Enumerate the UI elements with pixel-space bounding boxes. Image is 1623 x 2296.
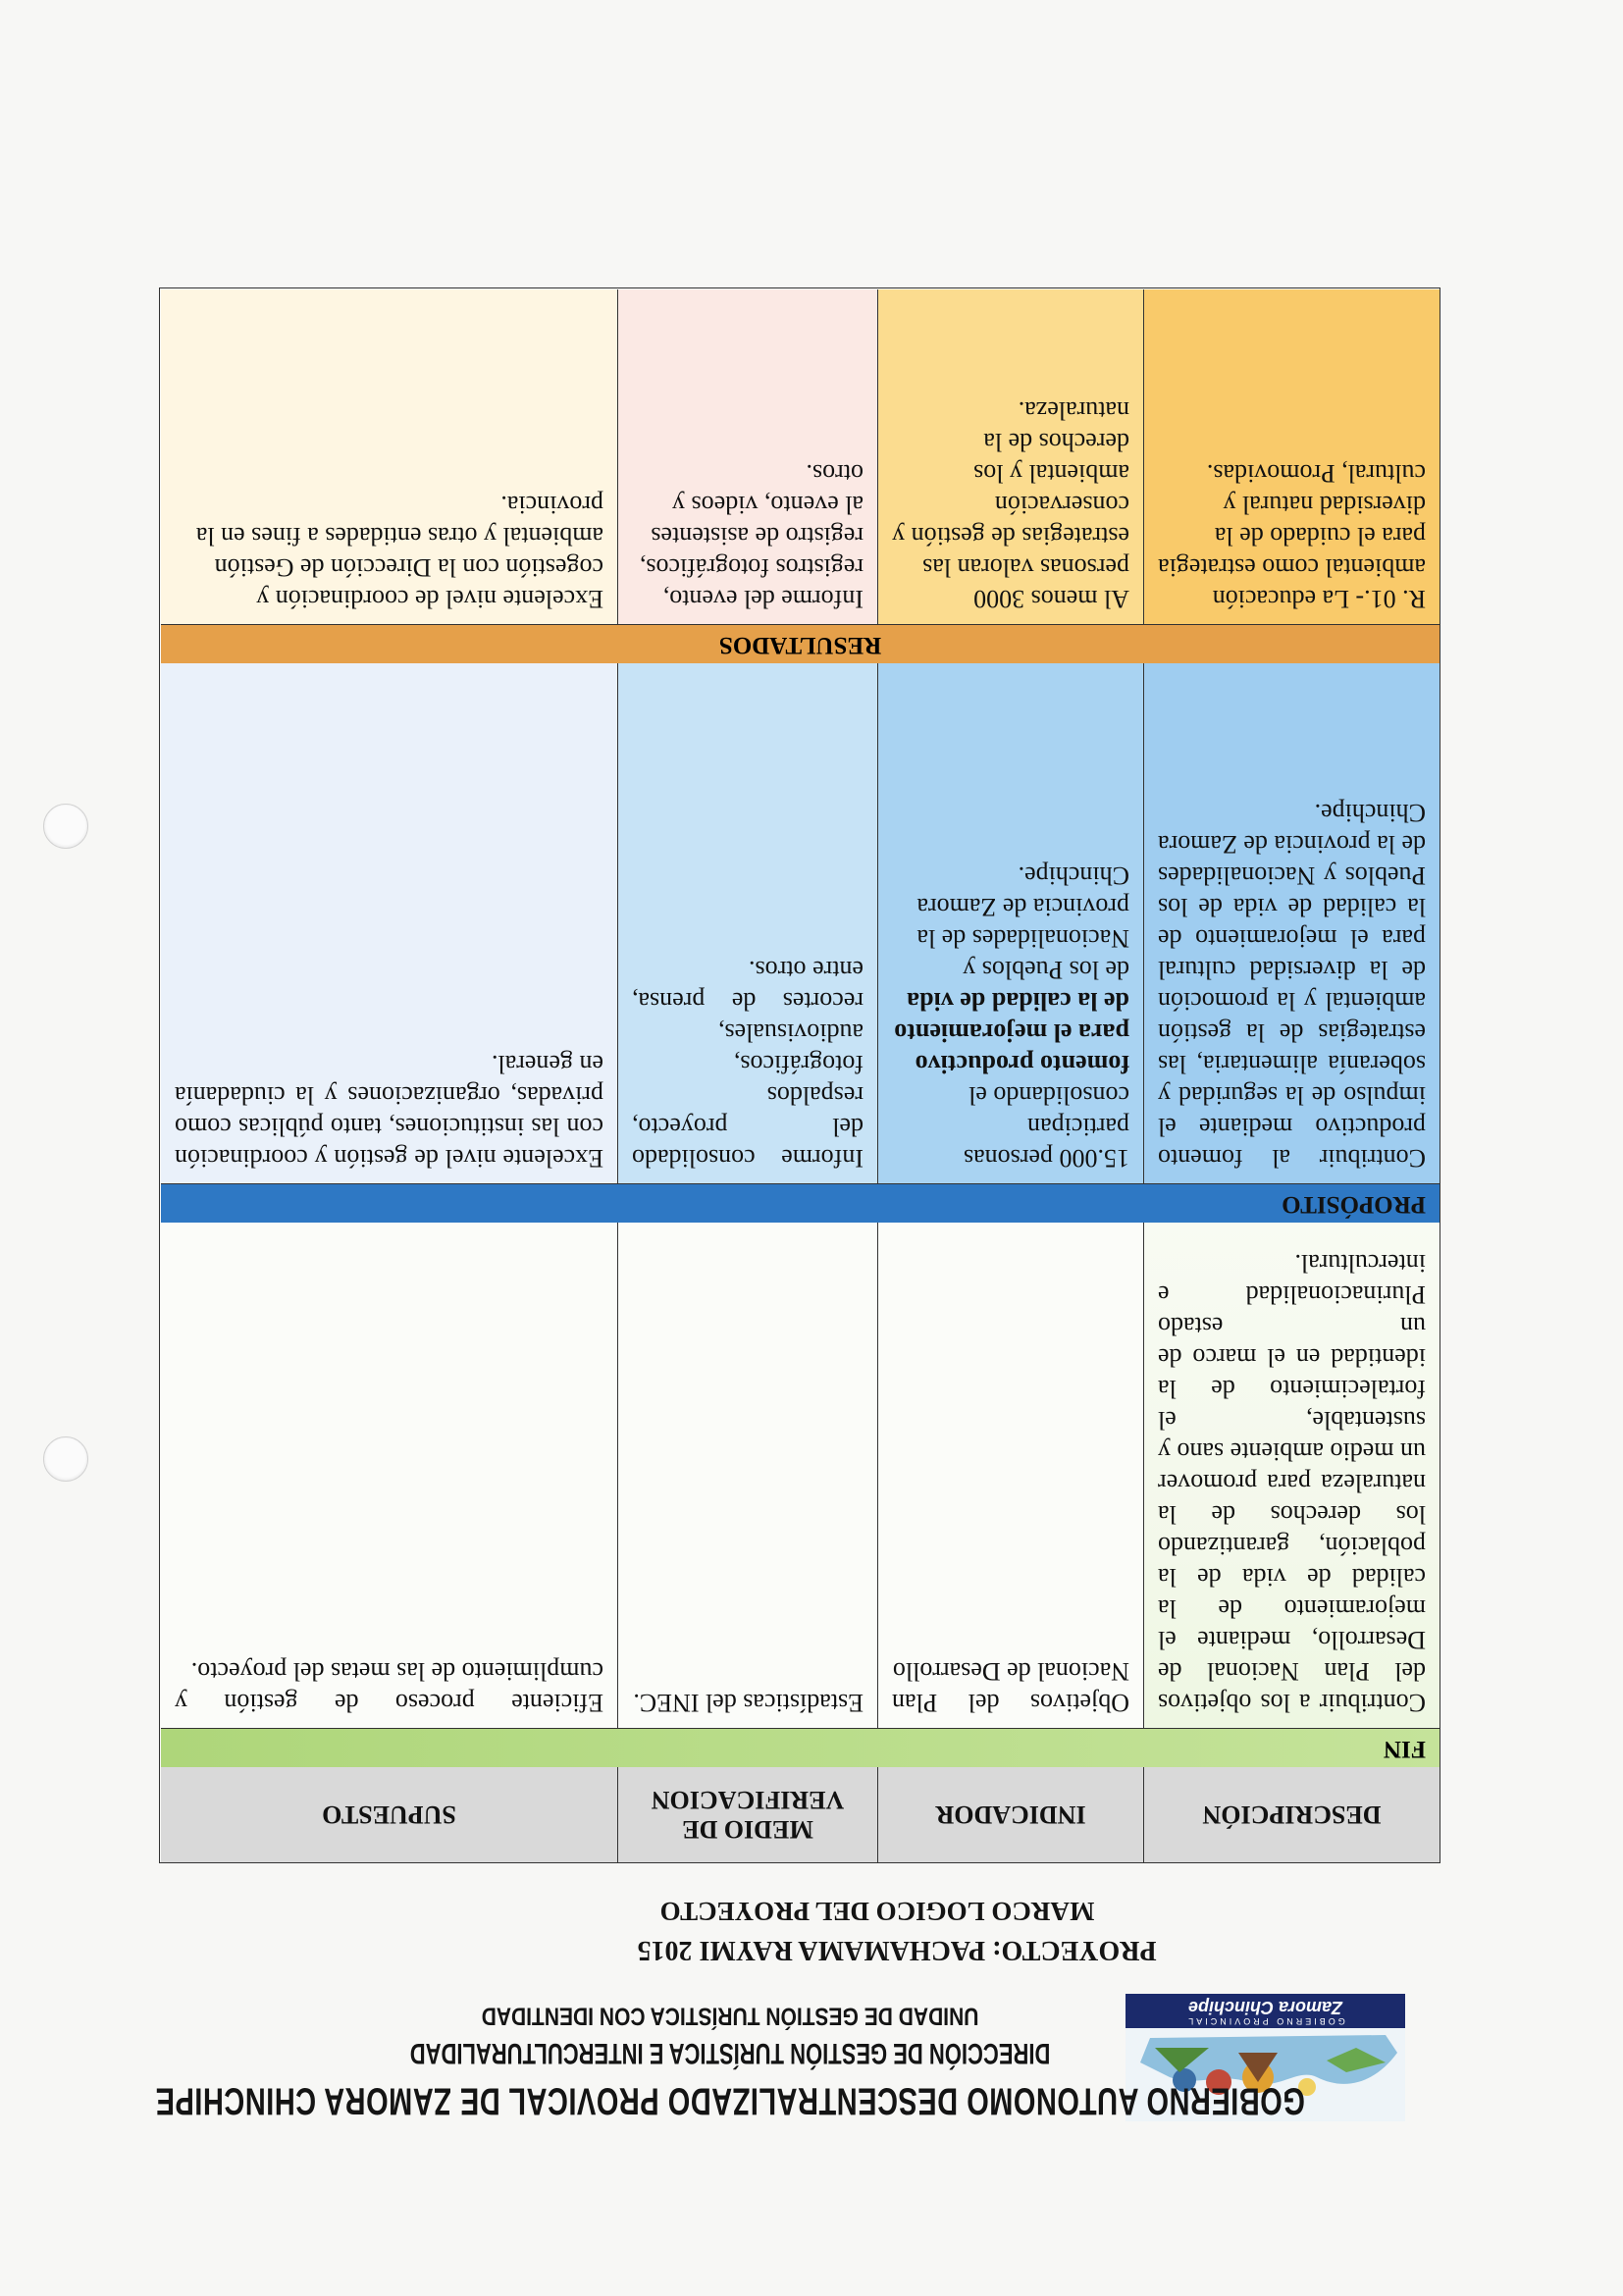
proposito-supuesto: Excelente nivel de gestión y coordinación con las instituciones, tanto públicas como privadas, organizaciones y la ciudadanía en general. [161,663,617,1183]
section-label: FIN [1383,1736,1426,1762]
resultados-medio: Informe del evento, registros fotográficos, registro de asistentes al evento, videos y otros. [617,289,877,624]
fin-supuesto: Eficiente proceso de gestión y cumplimiento de las metas del proyecto. [161,1223,617,1728]
direction-title: DIRECCIÓN DE GESTIÓN TURÍSTICA E INTERCULTURALIDAD [409,2037,1051,2070]
column-header: DESCRIPCIÓN [1143,1767,1440,1862]
section-label: RESULTADOS [718,632,882,658]
government-title: GOBIERNO AUTONOMO DESCENTRALIZADO PROVICAL DE ZAMORA CHINCHIPE [155,2078,1305,2121]
logical-framework-table [159,287,1440,1863]
logo-line1: GOBIERNO PROVINCIAL [1185,2016,1345,2026]
proposito-descripcion: Contribuir al fomento productivo mediante el impulso de la seguridad y soberanía alimentaria, las estrategias de la gestión ambiental y la promoción de la diversidad cultural para el mejoramiento de la calidad de vida de los Pueblos y Nacionalidades de la provincia de Zamora Chinchipe. [1143,663,1440,1183]
section-band-proposito [161,1183,1440,1223]
proposito-medio: Informe consolidado del proyecto, respaldos fotográficos, audiovisuales, recortes de prensa, entre otros. [617,663,877,1183]
punch-hole-top [43,1436,88,1482]
resultados-supuesto: Excelente nivel de coordinación y cogestión con la Dirección de Gestión ambiental y otras entidades a fines en la provincia. [161,289,617,624]
proposito-indicador-text: de los Pueblos y Nacionalidades de la provincia de Zamora Chinchipe. [916,861,1129,984]
column-header: INDICADOR [877,1767,1143,1862]
fin-indicador: Objetivos del Plan Nacional de Desarrollo [877,1223,1143,1728]
fin-descripcion: Contribuir a los objetivos del Plan Nacional de Desarrollo, mediante el mejoramiento de la calidad de vida de la población, garantizando los derechos de la naturaleza para promover un medio ambiente sano y sustentable, el fortalecimiento de la identidad en el marco de un estado Plurinacionalidad e intercultural. [1143,1223,1440,1728]
section-label: PROPÓSITO [1282,1191,1426,1218]
column-header: MEDIO DE VERIFICACION [617,1767,877,1862]
section-band-resultados [161,624,1440,663]
project-title: PROYECTO: PACHAMAMA RAYMI 2015 [637,1935,1157,1965]
unit-title: UNIDAD DE GESTIÓN TURÍSTICA CON IDENTIDAD [481,2002,979,2029]
fin-medio: Estadísticas del INEC. [617,1223,877,1728]
table-row-proposito [161,662,1440,1183]
section-band-fin [161,1728,1440,1767]
punch-hole-bottom [43,804,88,849]
logo-line2: Zamora Chinchipe [1187,1998,1343,2017]
proposito-indicador [877,663,1143,1183]
logo-banner [1126,1994,1405,2028]
table-header-row [161,1766,1440,1862]
document-subtitle: MARCO LOGICO DEL PROYECTO [659,1897,1095,1926]
table-row-fin [161,1222,1440,1728]
resultados-descripcion: R. 01.- La educación ambiental como estrategia para el cuidado de la diversidad natural y cultural, Promovidas. [1143,289,1440,624]
table-row-resultados [161,289,1440,624]
proposito-indicador-highlight: fomento productivo para el mejoramiento de la calidad de vida [894,987,1129,1078]
proposito-indicador-text: 15.000 personas participan consolidando el [964,1081,1129,1173]
resultados-indicador: Al menos 3000 personas valoran las estrategias de gestión y conservación ambiental y los derechos de la naturaleza. [877,289,1143,624]
column-header: SUPUESTO [322,1800,456,1830]
